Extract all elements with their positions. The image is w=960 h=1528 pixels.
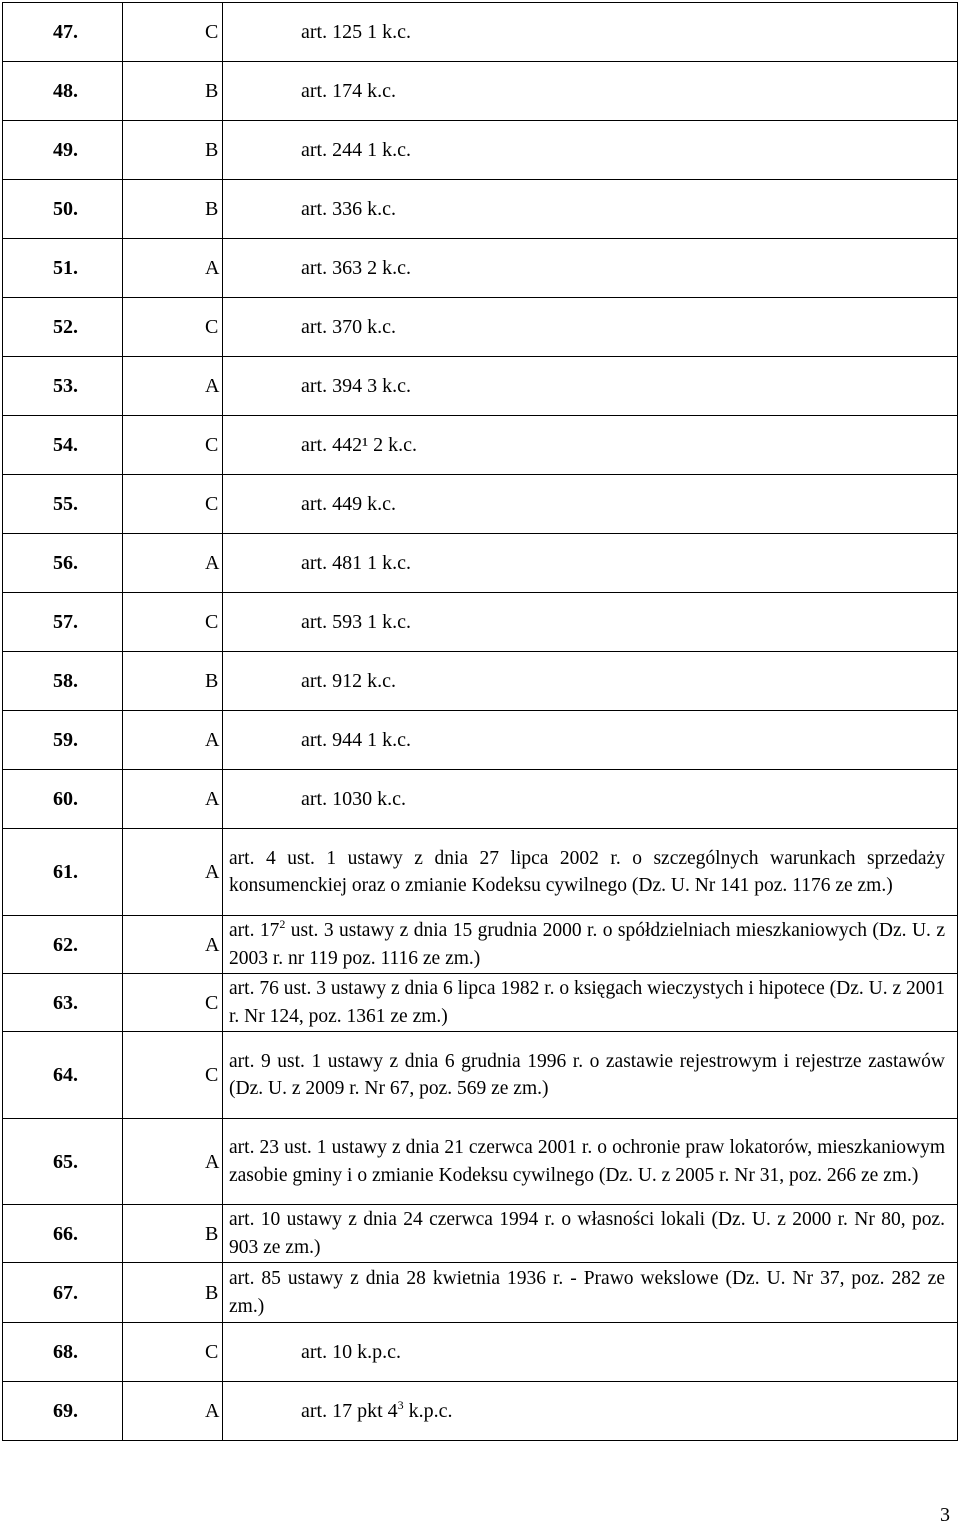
question-number: 60. [3,770,123,829]
answer-letter: B [123,121,223,180]
table-row [3,180,958,239]
legal-reference: art. 9 ust. 1 ustawy z dnia 6 grudnia 1996 r. o zastawie rejestrowym i rejestrze zastawów (Dz. U. z 2009 r. Nr 67, poz. 569 ze zm.) [223,1032,958,1119]
answer-letter: A [123,239,223,298]
legal-reference: art. 363 2 k.c. [223,239,958,298]
question-number: 61. [3,829,123,916]
answer-letter: A [123,829,223,916]
question-number: 64. [3,1032,123,1119]
question-number: 49. [3,121,123,180]
table-row [3,1323,958,1382]
legal-reference [223,916,958,974]
answer-letter: C [123,1032,223,1119]
question-number: 56. [3,534,123,593]
reference-text: art. 17 pkt 4 [301,1400,398,1422]
table-row [3,1205,958,1263]
table-row [3,770,958,829]
question-number: 51. [3,239,123,298]
answer-key-table [2,2,958,1441]
question-number: 57. [3,593,123,652]
legal-reference: art. 912 k.c. [223,652,958,711]
answer-letter: C [123,298,223,357]
answer-letter: C [123,3,223,62]
answer-letter: C [123,475,223,534]
answer-letter: A [123,770,223,829]
table-row [3,652,958,711]
table-row [3,1032,958,1119]
legal-reference: art. 593 1 k.c. [223,593,958,652]
question-number: 48. [3,62,123,121]
table-row [3,711,958,770]
table-row [3,3,958,62]
answer-letter: C [123,974,223,1032]
question-number: 67. [3,1263,123,1323]
page-number: 3 [940,1504,950,1526]
answer-letter: B [123,180,223,239]
question-number: 69. [3,1382,123,1441]
legal-reference: art. 481 1 k.c. [223,534,958,593]
table-row [3,1119,958,1205]
table-row [3,416,958,475]
answer-letter: A [123,1119,223,1205]
question-number: 47. [3,3,123,62]
question-number: 66. [3,1205,123,1263]
answer-letter: B [123,1263,223,1323]
legal-reference: art. 10 ustawy z dnia 24 czerwca 1994 r. o własności lokali (Dz. U. z 2000 r. Nr 80, poz. 903 ze zm.) [223,1205,958,1263]
question-number: 68. [3,1323,123,1382]
legal-reference: art. 944 1 k.c. [223,711,958,770]
question-number: 54. [3,416,123,475]
reference-text: ust. 3 ustawy z dnia 15 grudnia 2000 r. o spółdzielniach mieszkaniowych (Dz. U. z 2003 r. nr 119 poz. 1116 ze zm.) [229,920,945,969]
answer-letter: A [123,1382,223,1441]
table-row [3,974,958,1032]
legal-reference: art. 394 3 k.c. [223,357,958,416]
answer-letter: C [123,593,223,652]
answer-letter: A [123,357,223,416]
question-number: 62. [3,916,123,974]
legal-reference: art. 76 ust. 3 ustawy z dnia 6 lipca 1982 r. o księgach wieczystych i hipotece (Dz. U. z 2001 r. Nr 124, poz. 1361 ze zm.) [223,974,958,1032]
table-row [3,475,958,534]
answer-letter: A [123,534,223,593]
table-row [3,298,958,357]
superscript: 2 [279,917,286,931]
legal-reference: art. 23 ust. 1 ustawy z dnia 21 czerwca 2001 r. o ochronie praw lokatorów, mieszkaniowym zasobie gminy i o zmianie Kodeksu cywilnego (Dz. U. z 2005 r. Nr 31, poz. 266 ze zm.) [223,1119,958,1205]
legal-reference: art. 4 ust. 1 ustawy z dnia 27 lipca 2002 r. o szczególnych warunkach sprzedaży konsumenckiej oraz o zmianie Kodeksu cywilnego (Dz. U. Nr 141 poz. 1176 ze zm.) [223,829,958,916]
legal-reference: art. 370 k.c. [223,298,958,357]
question-number: 53. [3,357,123,416]
table-row [3,593,958,652]
question-number: 59. [3,711,123,770]
table-row [3,534,958,593]
answer-letter: C [123,1323,223,1382]
answer-letter: A [123,711,223,770]
legal-reference: art. 244 1 k.c. [223,121,958,180]
table-row [3,62,958,121]
question-number: 52. [3,298,123,357]
superscript: 3 [397,1398,404,1412]
table-row [3,1382,958,1441]
question-number: 58. [3,652,123,711]
legal-reference: art. 449 k.c. [223,475,958,534]
legal-reference: art. 442¹ 2 k.c. [223,416,958,475]
answer-letter: C [123,416,223,475]
question-number: 65. [3,1119,123,1205]
answer-letter: B [123,62,223,121]
table-row [3,1263,958,1323]
table-row [3,121,958,180]
answer-letter: B [123,652,223,711]
answer-letter: A [123,916,223,974]
legal-reference: art. 85 ustawy z dnia 28 kwietnia 1936 r. - Prawo wekslowe (Dz. U. Nr 37, poz. 282 ze zm.) [223,1263,958,1323]
answer-letter: B [123,1205,223,1263]
question-number: 63. [3,974,123,1032]
table-row [3,239,958,298]
legal-reference: art. 1030 k.c. [223,770,958,829]
reference-text: art. 17 [229,920,280,941]
table-row [3,829,958,916]
legal-reference [223,1382,958,1441]
table-row [3,357,958,416]
reference-text: k.p.c. [403,1400,453,1422]
legal-reference: art. 174 k.c. [223,62,958,121]
legal-reference: art. 125 1 k.c. [223,3,958,62]
table-row [3,916,958,974]
question-number: 55. [3,475,123,534]
question-number: 50. [3,180,123,239]
legal-reference: art. 10 k.p.c. [223,1323,958,1382]
legal-reference: art. 336 k.c. [223,180,958,239]
